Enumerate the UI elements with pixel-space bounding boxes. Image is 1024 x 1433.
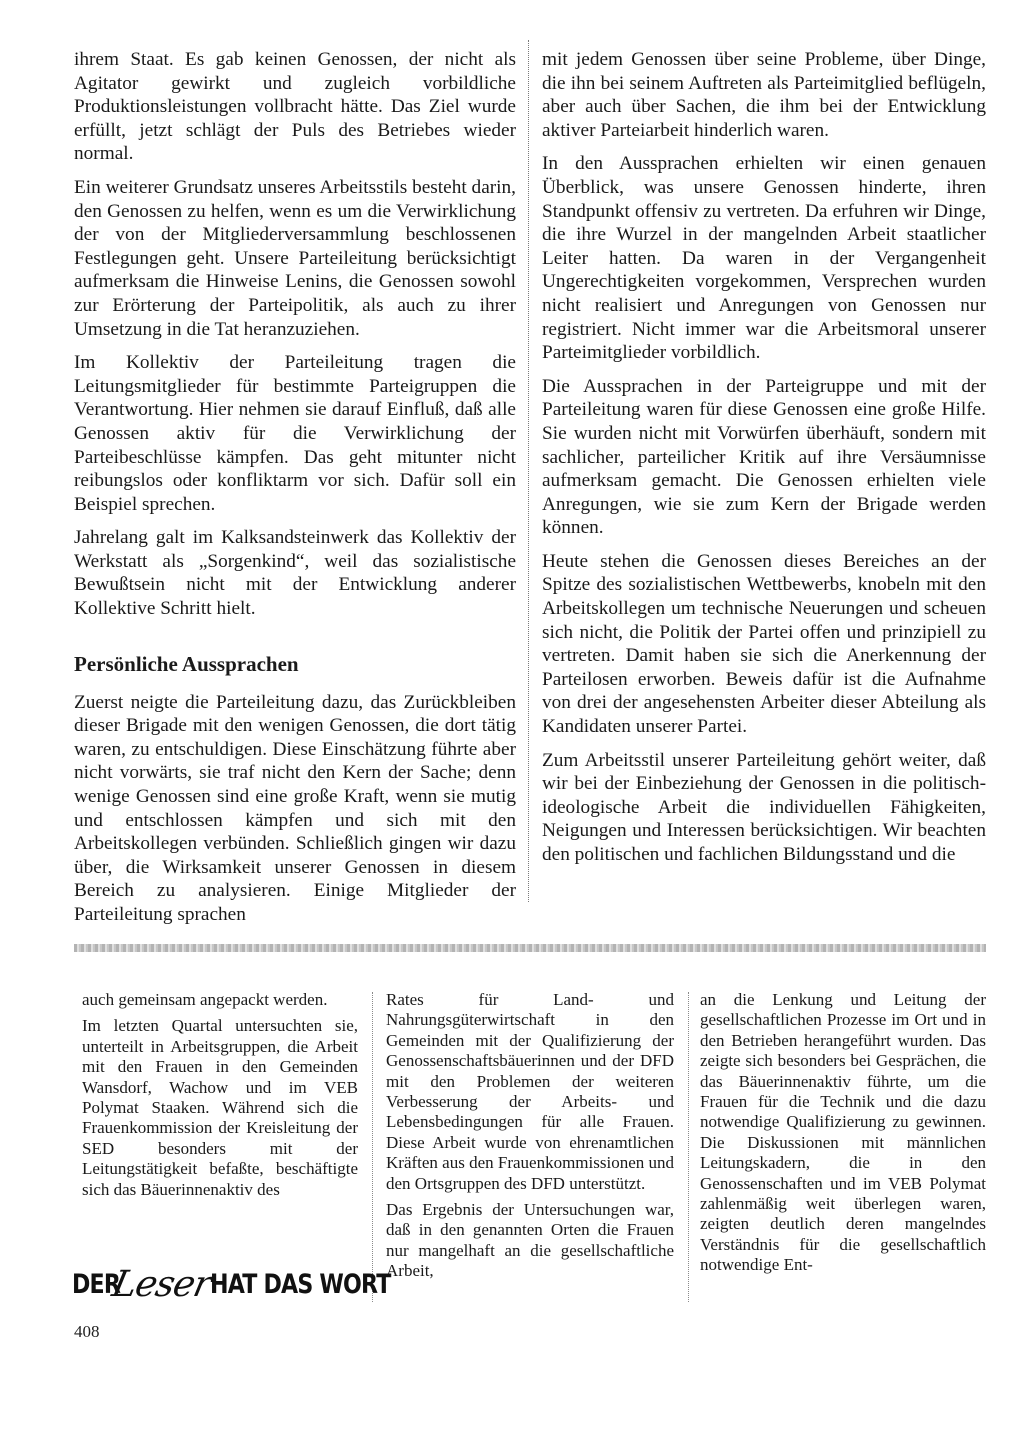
- paragraph: Heute stehen die Genossen dieses Bereiches an der Spitze des sozialistischen Wettbewerbs, knobeln mit den Arbeitskollegen um technische Neuerungen und scheuen sich nicht, die Politik der Partei offen und prinzipiell zu vertreten. Damit haben sie sich die Anerkennung der Parteilosen erworben. Beweis dafür ist die Aufnahme von drei der angesehensten Arbeiter dieser Abteilung als Kandidaten unserer Partei.: [542, 550, 986, 738]
- section-heading: Persönliche Aussprachen: [74, 651, 299, 676]
- column-masthead-logo: [72, 1262, 391, 1306]
- article-column-right: [542, 48, 986, 877]
- paragraph: Zuerst neigte die Parteileitung dazu, das Zurückbleiben dieser Brigade mit den wenigen Genossen, die dort tätig waren, zu entschuldigen. Diese Einschätzung führte aber nicht vorwärts, sie traf nicht den Kern der Sache; denn wenige Genossen sind eine große Kraft, wenn sie mutig und entschlossen kämpfen und sich mit den Arbeitskollegen verbünden. Schließlich gingen wir dazu über, die Wirksamkeit unserer Genossen in diesem Bereich zu analysieren. Einige Mitglieder der Parteileitung sprachen: [74, 691, 516, 925]
- paragraph: Im Kollektiv der Parteileitung tragen die Leitungsmitglieder für bestimmte Parteigruppen die Verantwortung. Hier nehmen sie darauf Einfluß, daß alle Genossen aktiv für die Verwirklichung der Parteibeschlüsse kämpfen. Das geht mitunter nicht reibungslos oder konfliktarm vor sich. Dafür soll ein Beispiel sprechen.: [74, 352, 516, 515]
- masthead-script-word: Leser: [108, 1263, 215, 1305]
- section-separator: [74, 944, 986, 952]
- column-divider: [372, 992, 373, 1302]
- masthead-text: HAT DAS WORT: [209, 1268, 391, 1300]
- column-divider: [528, 40, 529, 902]
- paragraph: Zum Arbeitsstil unserer Parteileitung gehört weiter, daß wir bei der Einbeziehung der Genossen in die politisch-ideologische Arbeit die individuellen Fähigkeiten, Neigungen und Interessen berücksichtigen. Wir beachten den politischen und fachlichen Bildungsstand und die: [542, 749, 986, 865]
- letter-column-2: [386, 990, 674, 1288]
- paragraph: ihrem Staat. Es gab keinen Genossen, der nicht als Agitator gewirkt und zugleich vorbildliche Produktionsleistungen vollbracht hätte. Das Ziel wurde erfüllt, jetzt schlägt der Puls des Betriebes wieder normal.: [74, 49, 516, 165]
- letter-column-3: [700, 990, 986, 1282]
- paragraph: Ein weiterer Grundsatz unseres Arbeitsstils besteht darin, den Genossen zu helfen, wenn es um die Verwirklichung der von der Mitgliederversammlung beschlossenen Festlegungen geht. Unsere Parteileitung berücksichtigt aufmerksam die Hinweise Lenins, die Genossen sowohl zur Erörterung der Parteipolitik, als auch zu ihrer Umsetzung in die Tat heranzuziehen.: [74, 176, 516, 340]
- paragraph: In den Aussprachen erhielten wir einen genauen Überblick, was unsere Genossen hinderte, ihren Standpunkt offensiv zu vertreten. Da erfuhren wir Dinge, die ihre Wurzel in der mangelnden Arbeit staatlicher Leiter hatten. Da waren in der Vergangenheit Ungerechtigkeiten vorgekommen, Versprechen wurden nicht realisiert und Anregungen von Genossen nur registriert. Nicht immer war die Arbeitsmoral unserer Parteimitglieder vorbildlich.: [542, 153, 986, 364]
- paragraph: mit jedem Genossen über seine Probleme, über Dinge, die ihn bei seinem Auftreten als Parteimitglied beflügeln, aber auch über Sachen, die ihm bei der Entwicklung aktiver Parteiarbeit hinderlich waren.: [542, 49, 986, 141]
- article-column-left: [74, 48, 516, 937]
- masthead-text: DER: [72, 1268, 121, 1300]
- paragraph: auch gemeinsam angepackt werden.: [82, 990, 328, 1009]
- paragraph: Die Aussprachen in der Parteigruppe und mit der Parteileitung waren für diese Genossen eine große Hilfe. Sie wurden nicht mit Vorwürfen überhäuft, sondern mit sachlicher, parteilicher Kritik auf ihre Versäumnisse aufmerksam gemacht. Die Genossen erhielten viele Anregungen, wie sie zum Kern der Brigade werden können.: [542, 375, 986, 539]
- column-divider: [688, 992, 689, 1302]
- paragraph: Jahrelang galt im Kalksandsteinwerk das Kollektiv der Werkstatt als „Sorgenkind“, weil das sozialistische Bewußtsein nicht mit der Entwicklung anderer Kollektive Schritt hielt.: [74, 527, 516, 620]
- paragraph: Rates für Land- und Nahrungsgüterwirtschaft in den Gemeinden mit der Qualifizierung der Genossenschaftsbäuerinnen und der DFD mit den Problemen der weiteren Verbesserung der Arbeits- und Lebensbedingungen für alle Frauen. Diese Arbeit wurde von ehrenamtlichen Kräften aus den Frauenkommissionen und den Ortsgruppen des DFD unterstützt.: [386, 990, 674, 1193]
- letter-column-1: [82, 990, 358, 1206]
- paragraph: Das Ergebnis der Untersuchungen war, daß in den genannten Orten die Frauen nur mangelhaft an die gesellschaftliche Arbeit,: [386, 1200, 674, 1281]
- page-number: 408: [74, 1322, 100, 1341]
- paragraph: Im letzten Quartal untersuchten sie, unterteilt in Arbeitsgruppen, die Arbeit mit den Frauen in den Gemeinden Wansdorf, Wachow und im VEB Polymat Staaken. Während sich die Frauenkommission der Kreisleitung der SED besonders mit der Leitungstätigkeit befaßte, beschäftigte sich das Bäuerinnenaktiv des: [82, 1016, 358, 1199]
- paragraph: an die Lenkung und Leitung der gesellschaftlichen Prozesse im Ort und in den Betrieben herangeführt wurden. Das zeigte sich besonders bei Gesprächen, die das Bäuerinnenaktiv führte, um die Frauen für die Technik und die dazu notwendige Qualifizierung zu gewinnen. Die Diskussionen mit männlichen Leitungskadern, die in den Genossenschaften und im VEB Polymat zahlenmäßig weit überlegen waren, zeigten deutlich deren mangelndes Verständnis für die gesellschaftlich notwendige Ent-: [700, 990, 986, 1275]
